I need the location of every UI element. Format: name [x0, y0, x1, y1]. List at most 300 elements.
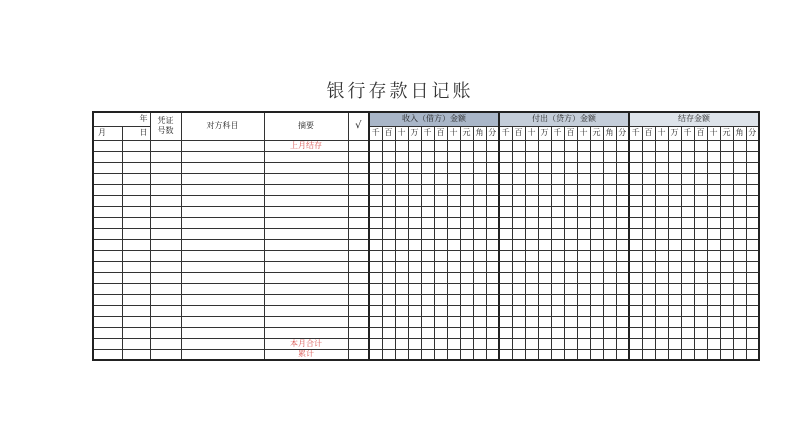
voucher-cell[interactable]: [150, 162, 181, 173]
balance-amount-cell[interactable]: [642, 305, 655, 316]
summary-cell[interactable]: 本月合计: [264, 338, 348, 349]
balance-amount-cell[interactable]: [720, 173, 733, 184]
income-amount-cell[interactable]: [447, 305, 460, 316]
payment-amount-cell[interactable]: [538, 349, 551, 360]
counter-account-cell[interactable]: [181, 206, 264, 217]
payment-amount-cell[interactable]: [499, 283, 512, 294]
payment-amount-cell[interactable]: [551, 239, 564, 250]
payment-amount-cell[interactable]: [551, 305, 564, 316]
balance-amount-cell[interactable]: [629, 316, 642, 327]
income-amount-cell[interactable]: [434, 217, 447, 228]
payment-amount-cell[interactable]: [616, 294, 629, 305]
payment-amount-cell[interactable]: [499, 349, 512, 360]
balance-amount-cell[interactable]: [746, 151, 759, 162]
summary-cell[interactable]: [264, 173, 348, 184]
voucher-cell[interactable]: [150, 250, 181, 261]
payment-amount-cell[interactable]: [499, 316, 512, 327]
balance-amount-cell[interactable]: [642, 217, 655, 228]
payment-amount-cell[interactable]: [512, 140, 525, 151]
month-cell[interactable]: [93, 173, 122, 184]
payment-amount-cell[interactable]: [525, 151, 538, 162]
voucher-cell[interactable]: [150, 140, 181, 151]
payment-amount-cell[interactable]: [499, 250, 512, 261]
payment-amount-cell[interactable]: [551, 250, 564, 261]
income-amount-cell[interactable]: [460, 338, 473, 349]
payment-amount-cell[interactable]: [551, 206, 564, 217]
income-amount-cell[interactable]: [395, 316, 408, 327]
summary-cell[interactable]: [264, 261, 348, 272]
payment-amount-cell[interactable]: [616, 217, 629, 228]
balance-amount-cell[interactable]: [746, 261, 759, 272]
balance-amount-cell[interactable]: [694, 173, 707, 184]
summary-cell[interactable]: [264, 283, 348, 294]
payment-amount-cell[interactable]: [590, 217, 603, 228]
counter-account-cell[interactable]: [181, 239, 264, 250]
payment-amount-cell[interactable]: [512, 294, 525, 305]
payment-amount-cell[interactable]: [577, 151, 590, 162]
income-amount-cell[interactable]: [434, 283, 447, 294]
balance-amount-cell[interactable]: [681, 294, 694, 305]
income-amount-cell[interactable]: [434, 349, 447, 360]
balance-amount-cell[interactable]: [733, 140, 746, 151]
balance-amount-cell[interactable]: [733, 349, 746, 360]
income-amount-cell[interactable]: [460, 272, 473, 283]
balance-amount-cell[interactable]: [642, 239, 655, 250]
income-amount-cell[interactable]: [382, 261, 395, 272]
balance-amount-cell[interactable]: [668, 261, 681, 272]
income-amount-cell[interactable]: [486, 283, 499, 294]
month-cell[interactable]: [93, 261, 122, 272]
income-amount-cell[interactable]: [473, 261, 486, 272]
balance-amount-cell[interactable]: [668, 316, 681, 327]
payment-amount-cell[interactable]: [577, 272, 590, 283]
income-amount-cell[interactable]: [486, 173, 499, 184]
balance-amount-cell[interactable]: [629, 206, 642, 217]
payment-amount-cell[interactable]: [564, 140, 577, 151]
payment-amount-cell[interactable]: [551, 195, 564, 206]
balance-amount-cell[interactable]: [694, 250, 707, 261]
payment-amount-cell[interactable]: [590, 250, 603, 261]
summary-cell[interactable]: 累计: [264, 349, 348, 360]
income-amount-cell[interactable]: [447, 283, 460, 294]
income-amount-cell[interactable]: [460, 305, 473, 316]
balance-amount-cell[interactable]: [642, 327, 655, 338]
income-amount-cell[interactable]: [382, 206, 395, 217]
balance-amount-cell[interactable]: [746, 316, 759, 327]
payment-amount-cell[interactable]: [499, 294, 512, 305]
income-amount-cell[interactable]: [408, 173, 421, 184]
balance-amount-cell[interactable]: [681, 272, 694, 283]
balance-amount-cell[interactable]: [707, 239, 720, 250]
income-amount-cell[interactable]: [460, 316, 473, 327]
month-cell[interactable]: [93, 140, 122, 151]
balance-amount-cell[interactable]: [681, 250, 694, 261]
month-cell[interactable]: [93, 272, 122, 283]
counter-account-cell[interactable]: [181, 184, 264, 195]
balance-amount-cell[interactable]: [707, 283, 720, 294]
payment-amount-cell[interactable]: [577, 239, 590, 250]
income-amount-cell[interactable]: [486, 250, 499, 261]
payment-amount-cell[interactable]: [603, 349, 616, 360]
balance-amount-cell[interactable]: [720, 294, 733, 305]
income-amount-cell[interactable]: [382, 349, 395, 360]
balance-amount-cell[interactable]: [720, 250, 733, 261]
balance-amount-cell[interactable]: [655, 162, 668, 173]
payment-amount-cell[interactable]: [590, 184, 603, 195]
payment-amount-cell[interactable]: [551, 228, 564, 239]
balance-amount-cell[interactable]: [707, 184, 720, 195]
balance-amount-cell[interactable]: [694, 349, 707, 360]
payment-amount-cell[interactable]: [512, 305, 525, 316]
day-cell[interactable]: [122, 239, 150, 250]
income-amount-cell[interactable]: [447, 217, 460, 228]
payment-amount-cell[interactable]: [577, 173, 590, 184]
income-amount-cell[interactable]: [408, 239, 421, 250]
balance-amount-cell[interactable]: [668, 217, 681, 228]
income-amount-cell[interactable]: [395, 261, 408, 272]
income-amount-cell[interactable]: [447, 151, 460, 162]
income-amount-cell[interactable]: [434, 294, 447, 305]
balance-amount-cell[interactable]: [642, 250, 655, 261]
payment-amount-cell[interactable]: [551, 151, 564, 162]
income-amount-cell[interactable]: [382, 239, 395, 250]
check-cell[interactable]: [348, 184, 369, 195]
income-amount-cell[interactable]: [421, 349, 434, 360]
balance-amount-cell[interactable]: [720, 272, 733, 283]
balance-amount-cell[interactable]: [733, 327, 746, 338]
balance-amount-cell[interactable]: [746, 140, 759, 151]
payment-amount-cell[interactable]: [616, 316, 629, 327]
payment-amount-cell[interactable]: [538, 206, 551, 217]
balance-amount-cell[interactable]: [733, 162, 746, 173]
day-cell[interactable]: [122, 283, 150, 294]
balance-amount-cell[interactable]: [681, 305, 694, 316]
income-amount-cell[interactable]: [382, 162, 395, 173]
payment-amount-cell[interactable]: [525, 261, 538, 272]
payment-amount-cell[interactable]: [512, 261, 525, 272]
payment-amount-cell[interactable]: [603, 261, 616, 272]
payment-amount-cell[interactable]: [525, 349, 538, 360]
income-amount-cell[interactable]: [382, 173, 395, 184]
balance-amount-cell[interactable]: [694, 327, 707, 338]
payment-amount-cell[interactable]: [525, 338, 538, 349]
payment-amount-cell[interactable]: [616, 272, 629, 283]
income-amount-cell[interactable]: [447, 316, 460, 327]
day-cell[interactable]: [122, 272, 150, 283]
income-amount-cell[interactable]: [473, 195, 486, 206]
payment-amount-cell[interactable]: [499, 272, 512, 283]
payment-amount-cell[interactable]: [616, 349, 629, 360]
income-amount-cell[interactable]: [486, 140, 499, 151]
balance-amount-cell[interactable]: [681, 327, 694, 338]
check-cell[interactable]: [348, 228, 369, 239]
balance-amount-cell[interactable]: [733, 250, 746, 261]
income-amount-cell[interactable]: [447, 162, 460, 173]
income-amount-cell[interactable]: [486, 206, 499, 217]
month-cell[interactable]: [93, 217, 122, 228]
day-cell[interactable]: [122, 217, 150, 228]
income-amount-cell[interactable]: [434, 261, 447, 272]
balance-amount-cell[interactable]: [629, 261, 642, 272]
balance-amount-cell[interactable]: [707, 316, 720, 327]
payment-amount-cell[interactable]: [512, 327, 525, 338]
payment-amount-cell[interactable]: [512, 283, 525, 294]
day-cell[interactable]: [122, 206, 150, 217]
payment-amount-cell[interactable]: [499, 239, 512, 250]
income-amount-cell[interactable]: [369, 272, 382, 283]
month-cell[interactable]: [93, 327, 122, 338]
balance-amount-cell[interactable]: [720, 162, 733, 173]
day-cell[interactable]: [122, 305, 150, 316]
payment-amount-cell[interactable]: [538, 316, 551, 327]
balance-amount-cell[interactable]: [733, 272, 746, 283]
income-amount-cell[interactable]: [473, 162, 486, 173]
income-amount-cell[interactable]: [369, 316, 382, 327]
income-amount-cell[interactable]: [421, 305, 434, 316]
payment-amount-cell[interactable]: [538, 283, 551, 294]
payment-amount-cell[interactable]: [499, 162, 512, 173]
balance-amount-cell[interactable]: [629, 173, 642, 184]
income-amount-cell[interactable]: [421, 283, 434, 294]
payment-amount-cell[interactable]: [603, 140, 616, 151]
balance-amount-cell[interactable]: [668, 195, 681, 206]
income-amount-cell[interactable]: [434, 140, 447, 151]
counter-account-cell[interactable]: [181, 305, 264, 316]
income-amount-cell[interactable]: [369, 283, 382, 294]
income-amount-cell[interactable]: [395, 195, 408, 206]
summary-cell[interactable]: [264, 272, 348, 283]
month-cell[interactable]: [93, 283, 122, 294]
day-cell[interactable]: [122, 261, 150, 272]
voucher-cell[interactable]: [150, 239, 181, 250]
balance-amount-cell[interactable]: [694, 162, 707, 173]
month-cell[interactable]: [93, 250, 122, 261]
payment-amount-cell[interactable]: [577, 305, 590, 316]
balance-amount-cell[interactable]: [746, 294, 759, 305]
payment-amount-cell[interactable]: [551, 261, 564, 272]
income-amount-cell[interactable]: [395, 162, 408, 173]
balance-amount-cell[interactable]: [655, 239, 668, 250]
income-amount-cell[interactable]: [421, 162, 434, 173]
payment-amount-cell[interactable]: [564, 173, 577, 184]
balance-amount-cell[interactable]: [655, 261, 668, 272]
balance-amount-cell[interactable]: [694, 195, 707, 206]
balance-amount-cell[interactable]: [668, 184, 681, 195]
balance-amount-cell[interactable]: [655, 305, 668, 316]
payment-amount-cell[interactable]: [616, 261, 629, 272]
income-amount-cell[interactable]: [408, 349, 421, 360]
payment-amount-cell[interactable]: [603, 283, 616, 294]
payment-amount-cell[interactable]: [603, 206, 616, 217]
payment-amount-cell[interactable]: [525, 195, 538, 206]
payment-amount-cell[interactable]: [499, 151, 512, 162]
income-amount-cell[interactable]: [460, 283, 473, 294]
payment-amount-cell[interactable]: [538, 250, 551, 261]
check-cell[interactable]: [348, 206, 369, 217]
income-amount-cell[interactable]: [473, 272, 486, 283]
payment-amount-cell[interactable]: [603, 195, 616, 206]
balance-amount-cell[interactable]: [746, 228, 759, 239]
balance-amount-cell[interactable]: [642, 338, 655, 349]
payment-amount-cell[interactable]: [577, 283, 590, 294]
income-amount-cell[interactable]: [447, 349, 460, 360]
income-amount-cell[interactable]: [473, 283, 486, 294]
income-amount-cell[interactable]: [434, 195, 447, 206]
income-amount-cell[interactable]: [473, 151, 486, 162]
payment-amount-cell[interactable]: [551, 327, 564, 338]
counter-account-cell[interactable]: [181, 316, 264, 327]
payment-amount-cell[interactable]: [564, 250, 577, 261]
income-amount-cell[interactable]: [382, 151, 395, 162]
balance-amount-cell[interactable]: [720, 195, 733, 206]
payment-amount-cell[interactable]: [590, 239, 603, 250]
balance-amount-cell[interactable]: [720, 217, 733, 228]
payment-amount-cell[interactable]: [590, 162, 603, 173]
income-amount-cell[interactable]: [382, 305, 395, 316]
income-amount-cell[interactable]: [421, 217, 434, 228]
payment-amount-cell[interactable]: [577, 217, 590, 228]
payment-amount-cell[interactable]: [577, 294, 590, 305]
income-amount-cell[interactable]: [421, 316, 434, 327]
balance-amount-cell[interactable]: [681, 206, 694, 217]
balance-amount-cell[interactable]: [681, 217, 694, 228]
balance-amount-cell[interactable]: [642, 195, 655, 206]
payment-amount-cell[interactable]: [512, 349, 525, 360]
balance-amount-cell[interactable]: [655, 250, 668, 261]
balance-amount-cell[interactable]: [733, 294, 746, 305]
payment-amount-cell[interactable]: [512, 239, 525, 250]
payment-amount-cell[interactable]: [616, 228, 629, 239]
balance-amount-cell[interactable]: [707, 261, 720, 272]
income-amount-cell[interactable]: [447, 195, 460, 206]
balance-amount-cell[interactable]: [681, 228, 694, 239]
balance-amount-cell[interactable]: [629, 239, 642, 250]
income-amount-cell[interactable]: [473, 206, 486, 217]
income-amount-cell[interactable]: [408, 294, 421, 305]
balance-amount-cell[interactable]: [720, 305, 733, 316]
income-amount-cell[interactable]: [369, 195, 382, 206]
summary-cell[interactable]: [264, 206, 348, 217]
balance-amount-cell[interactable]: [642, 206, 655, 217]
payment-amount-cell[interactable]: [499, 173, 512, 184]
balance-amount-cell[interactable]: [642, 228, 655, 239]
month-cell[interactable]: [93, 195, 122, 206]
payment-amount-cell[interactable]: [564, 206, 577, 217]
income-amount-cell[interactable]: [460, 349, 473, 360]
income-amount-cell[interactable]: [486, 338, 499, 349]
payment-amount-cell[interactable]: [590, 173, 603, 184]
income-amount-cell[interactable]: [369, 349, 382, 360]
balance-amount-cell[interactable]: [720, 140, 733, 151]
summary-cell[interactable]: [264, 327, 348, 338]
payment-amount-cell[interactable]: [577, 349, 590, 360]
counter-account-cell[interactable]: [181, 250, 264, 261]
income-amount-cell[interactable]: [382, 217, 395, 228]
balance-amount-cell[interactable]: [733, 283, 746, 294]
balance-amount-cell[interactable]: [629, 250, 642, 261]
balance-amount-cell[interactable]: [746, 173, 759, 184]
voucher-cell[interactable]: [150, 151, 181, 162]
balance-amount-cell[interactable]: [707, 217, 720, 228]
income-amount-cell[interactable]: [395, 239, 408, 250]
payment-amount-cell[interactable]: [616, 140, 629, 151]
balance-amount-cell[interactable]: [629, 217, 642, 228]
income-amount-cell[interactable]: [382, 338, 395, 349]
income-amount-cell[interactable]: [460, 217, 473, 228]
payment-amount-cell[interactable]: [512, 338, 525, 349]
payment-amount-cell[interactable]: [538, 173, 551, 184]
payment-amount-cell[interactable]: [538, 327, 551, 338]
balance-amount-cell[interactable]: [746, 206, 759, 217]
balance-amount-cell[interactable]: [668, 239, 681, 250]
day-cell[interactable]: [122, 173, 150, 184]
payment-amount-cell[interactable]: [551, 272, 564, 283]
month-cell[interactable]: [93, 239, 122, 250]
income-amount-cell[interactable]: [382, 195, 395, 206]
counter-account-cell[interactable]: [181, 162, 264, 173]
balance-amount-cell[interactable]: [694, 294, 707, 305]
income-amount-cell[interactable]: [382, 250, 395, 261]
income-amount-cell[interactable]: [369, 250, 382, 261]
payment-amount-cell[interactable]: [551, 283, 564, 294]
payment-amount-cell[interactable]: [564, 184, 577, 195]
payment-amount-cell[interactable]: [538, 140, 551, 151]
balance-amount-cell[interactable]: [707, 206, 720, 217]
check-cell[interactable]: [348, 272, 369, 283]
income-amount-cell[interactable]: [369, 228, 382, 239]
balance-amount-cell[interactable]: [707, 228, 720, 239]
balance-amount-cell[interactable]: [681, 338, 694, 349]
balance-amount-cell[interactable]: [746, 305, 759, 316]
balance-amount-cell[interactable]: [720, 283, 733, 294]
payment-amount-cell[interactable]: [512, 206, 525, 217]
income-amount-cell[interactable]: [421, 294, 434, 305]
payment-amount-cell[interactable]: [590, 195, 603, 206]
payment-amount-cell[interactable]: [538, 151, 551, 162]
income-amount-cell[interactable]: [408, 195, 421, 206]
income-amount-cell[interactable]: [369, 294, 382, 305]
balance-amount-cell[interactable]: [655, 294, 668, 305]
income-amount-cell[interactable]: [408, 140, 421, 151]
income-amount-cell[interactable]: [486, 349, 499, 360]
summary-cell[interactable]: [264, 228, 348, 239]
balance-amount-cell[interactable]: [642, 151, 655, 162]
income-amount-cell[interactable]: [473, 140, 486, 151]
balance-amount-cell[interactable]: [746, 250, 759, 261]
income-amount-cell[interactable]: [486, 327, 499, 338]
payment-amount-cell[interactable]: [616, 305, 629, 316]
balance-amount-cell[interactable]: [681, 195, 694, 206]
balance-amount-cell[interactable]: [629, 327, 642, 338]
payment-amount-cell[interactable]: [603, 294, 616, 305]
balance-amount-cell[interactable]: [629, 272, 642, 283]
income-amount-cell[interactable]: [408, 327, 421, 338]
payment-amount-cell[interactable]: [538, 338, 551, 349]
payment-amount-cell[interactable]: [616, 239, 629, 250]
balance-amount-cell[interactable]: [707, 294, 720, 305]
balance-amount-cell[interactable]: [655, 195, 668, 206]
income-amount-cell[interactable]: [460, 239, 473, 250]
payment-amount-cell[interactable]: [603, 217, 616, 228]
payment-amount-cell[interactable]: [525, 162, 538, 173]
balance-amount-cell[interactable]: [668, 338, 681, 349]
payment-amount-cell[interactable]: [538, 195, 551, 206]
check-cell[interactable]: [348, 327, 369, 338]
check-cell[interactable]: [348, 140, 369, 151]
income-amount-cell[interactable]: [473, 294, 486, 305]
income-amount-cell[interactable]: [447, 250, 460, 261]
income-amount-cell[interactable]: [369, 239, 382, 250]
